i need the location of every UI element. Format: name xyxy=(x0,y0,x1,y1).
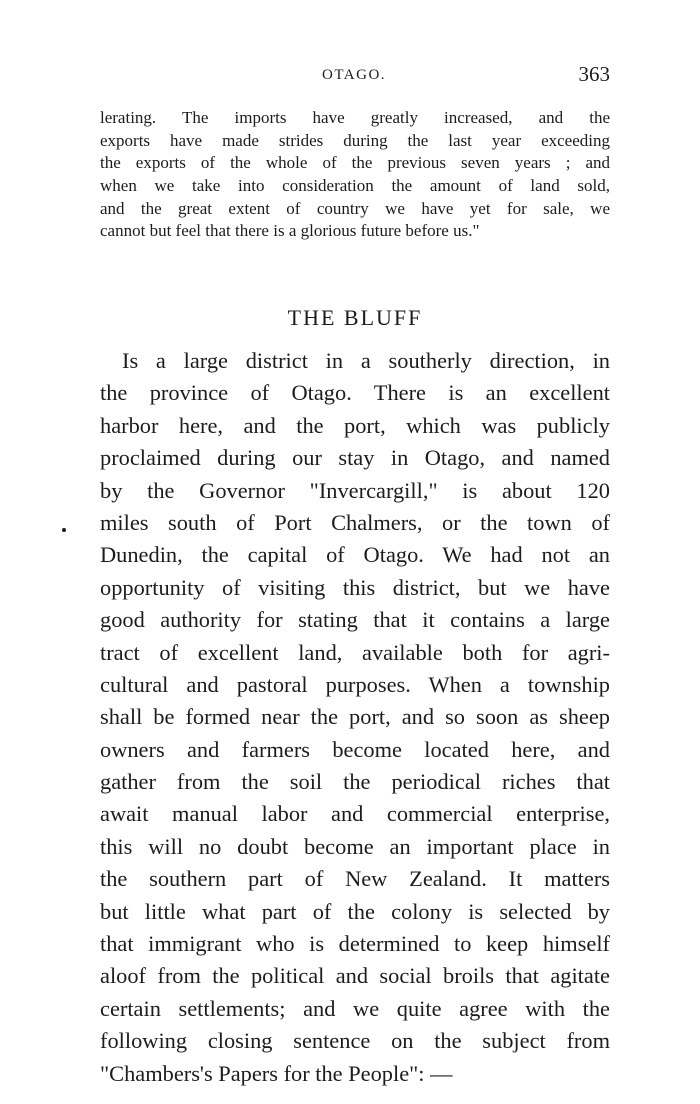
body-line: harbor here, and the port, which was publicly xyxy=(100,412,610,438)
body-line: proclaimed during our stay in Otago, and named xyxy=(100,445,610,471)
margin-mark xyxy=(62,528,66,532)
body-line: miles south of Port Chalmers, or the town of xyxy=(100,509,610,535)
section-heading: THE BLUFF xyxy=(287,305,423,330)
body-line: tract of excellent land, available both for agri- xyxy=(100,639,610,665)
body-line: the southern part of New Zealand. It matters xyxy=(100,866,610,892)
body-line: shall be formed near the port, and so soon as sheep xyxy=(100,704,610,730)
body-line: the province of Otago. There is an excellent xyxy=(100,380,610,406)
body-line: this will no doubt become an important place in xyxy=(100,833,610,859)
body-line: Dunedin, the capital of Otago. We had not an xyxy=(100,542,610,568)
body-line: owners and farmers become located here, and xyxy=(100,736,610,762)
body-line: but little what part of the colony is selected by xyxy=(100,898,610,924)
body-line: "Chambers's Papers for the People": — xyxy=(100,1060,453,1086)
body-line: certain settlements; and we quite agree with the xyxy=(100,995,610,1021)
quote-line: lerating. The imports have greatly increased, and the xyxy=(100,108,610,127)
quote-line: cannot but feel that there is a glorious future before us." xyxy=(100,221,480,241)
quote-line: when we take into consideration the amount of land sold, xyxy=(100,176,610,196)
quoted-passage xyxy=(100,107,610,243)
body-line: by the Governor "Invercargill," is about 120 xyxy=(100,477,610,503)
body-line: gather from the soil the periodical riches that xyxy=(100,769,610,795)
body-line: await manual labor and commercial enterprise, xyxy=(100,801,610,827)
body-line: cultural and pastoral purposes. When a township xyxy=(100,671,610,697)
body-line: Is a large district in a southerly direction, in xyxy=(122,348,610,373)
quote-line: the exports of the whole of the previous seven years ; and xyxy=(100,153,610,173)
body-line: opportunity of visiting this district, but we have xyxy=(100,574,610,600)
body-line: that immigrant who is determined to keep himself xyxy=(100,931,610,957)
quote-line: exports have made strides during the last year exceeding xyxy=(100,130,610,150)
running-head xyxy=(100,64,610,88)
body-paragraph xyxy=(100,345,610,1090)
quote-line: and the great extent of country we have yet for sale, we xyxy=(100,198,610,218)
page-number: 363 xyxy=(578,62,610,86)
body-line: good authority for stating that it contains a large xyxy=(100,607,610,633)
body-line: following closing sentence on the subject from xyxy=(100,1028,610,1054)
body-line: aloof from the political and social broils that agitate xyxy=(100,963,610,989)
running-title: OTAGO. xyxy=(322,67,387,83)
